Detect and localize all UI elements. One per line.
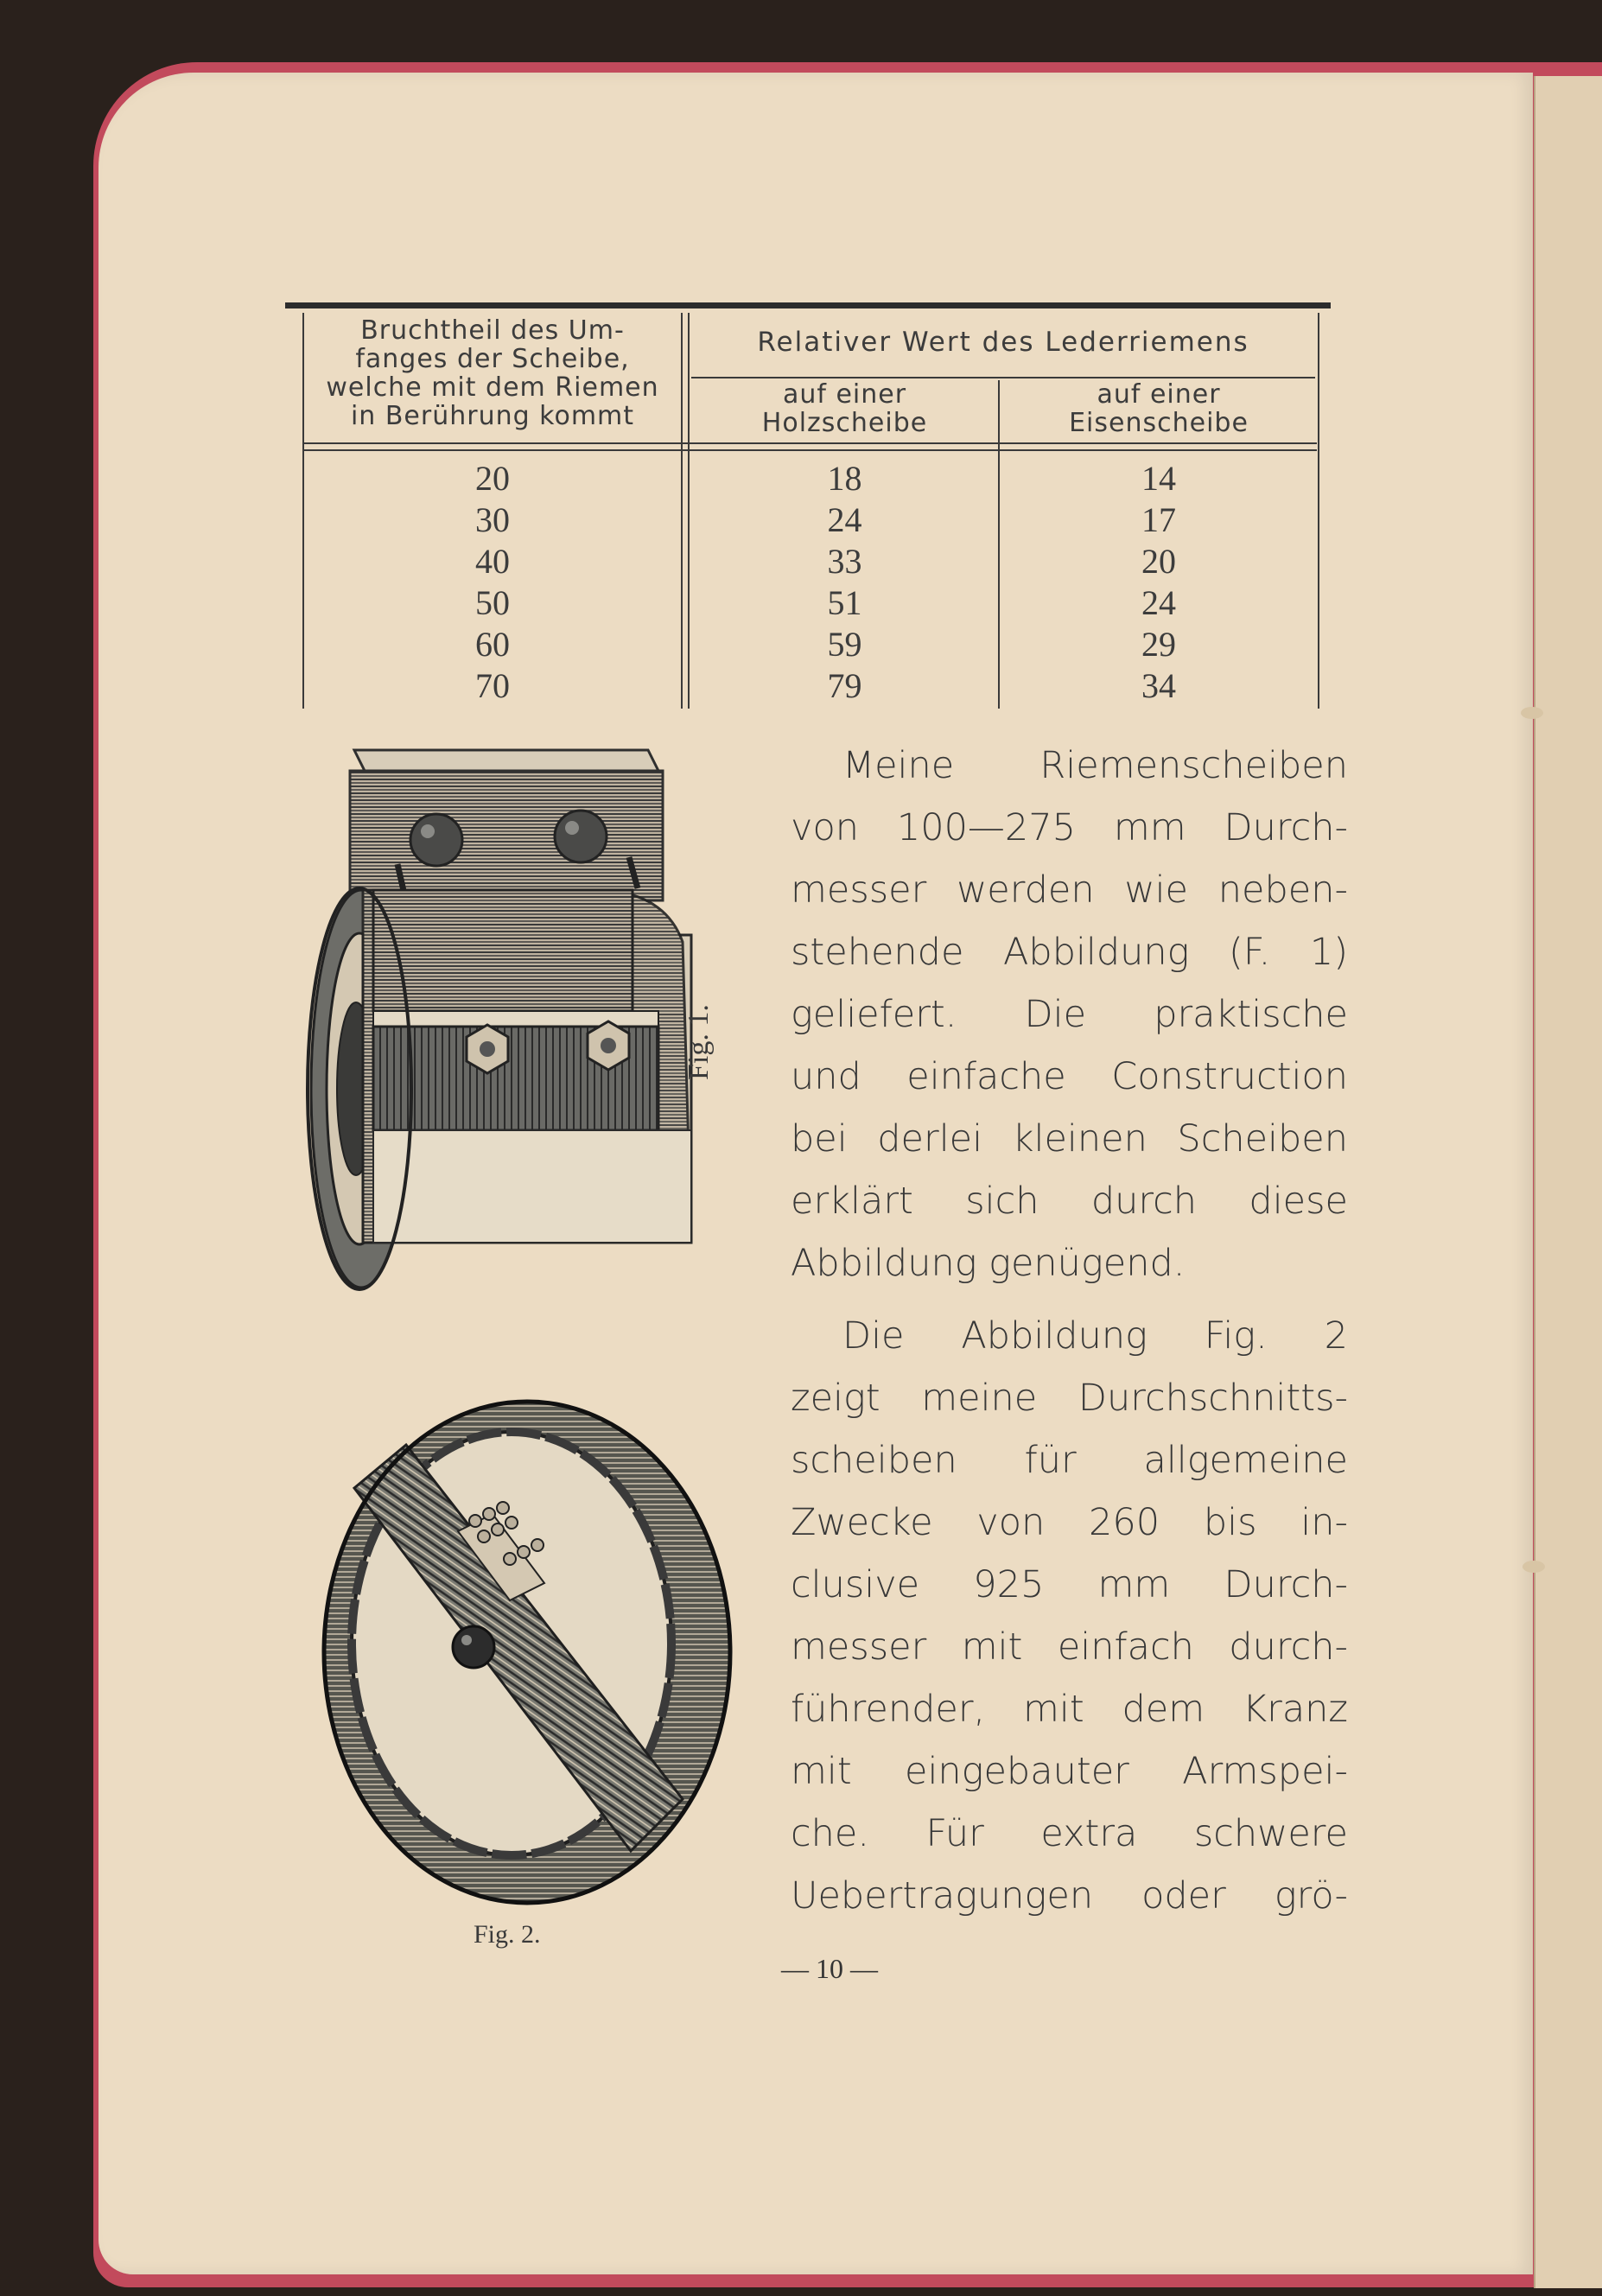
group-header: Relativer Wert des Lederriemens xyxy=(757,327,1249,358)
table-cell: 18 xyxy=(827,459,862,498)
table-cell: 20 xyxy=(475,459,510,498)
col1-header: Bruchtheil des Um- fanges der Scheibe, welche mit dem Riemen in Berührung kommt xyxy=(326,315,659,431)
table-border xyxy=(688,313,690,709)
fig1-pulley-illustration xyxy=(302,743,700,1400)
table-border xyxy=(681,313,683,709)
table-cell: 70 xyxy=(475,666,510,705)
fig2-wheel-illustration xyxy=(311,1393,743,1929)
table-cell: 60 xyxy=(475,625,510,664)
col3-header: auf einer Eisenscheibe xyxy=(1069,379,1249,438)
binding-mark xyxy=(1523,1561,1545,1573)
table-cell: 51 xyxy=(827,583,862,622)
table-cell: 24 xyxy=(827,500,862,539)
table-rule xyxy=(304,442,1317,444)
table-cell: 59 xyxy=(827,625,862,664)
table-cell: 24 xyxy=(1141,583,1176,622)
table-cell: 34 xyxy=(1141,666,1176,705)
fig2-caption: Fig. 2. xyxy=(474,1920,541,1949)
table-cell: 40 xyxy=(475,542,510,581)
paragraph-1: Meine Riemenscheiben von 100—275 mm Durch- messer werden wie neben- stehende Abbildung (F. 1) geliefert. Die praktische und einfache Construction bei derlei kleinen Scheiben erklärt sich durch diese Abbildung genügend. xyxy=(791,744,1348,1285)
table-cell: 33 xyxy=(827,542,862,581)
col2-header: auf einer Holzscheibe xyxy=(761,379,928,438)
table-cell: 30 xyxy=(475,500,510,539)
table-border xyxy=(1318,313,1319,709)
table-rule xyxy=(304,449,1317,451)
table-rule xyxy=(691,377,1315,378)
col3-values xyxy=(1000,458,1318,707)
table-cell: 14 xyxy=(1141,459,1176,498)
fig1-caption: Fig. 1. xyxy=(683,1004,715,1080)
table-top-rule xyxy=(285,302,1331,308)
col2-values xyxy=(691,458,998,707)
table-cell: 29 xyxy=(1141,625,1176,664)
next-page-edge xyxy=(1534,76,1602,2288)
table-cell: 79 xyxy=(827,666,862,705)
table-cell: 17 xyxy=(1141,500,1176,539)
paragraph-2: Die Abbildung Fig. 2 zeigt meine Durchschnitts- scheiben für allgemeine Zwecke von 260 bis in- clusive 925 mm Durch- messer mit einfach durch- führender, mit dem Kranz mit eingebauter Armspei- che. Für extra schwere Uebertragungen oder grö- xyxy=(791,1314,1348,1918)
col1-values xyxy=(304,458,681,707)
table-cell: 20 xyxy=(1141,542,1176,581)
table-cell: 50 xyxy=(475,583,510,622)
page-number: — 10 — xyxy=(781,1953,878,1984)
binding-mark xyxy=(1521,707,1543,719)
